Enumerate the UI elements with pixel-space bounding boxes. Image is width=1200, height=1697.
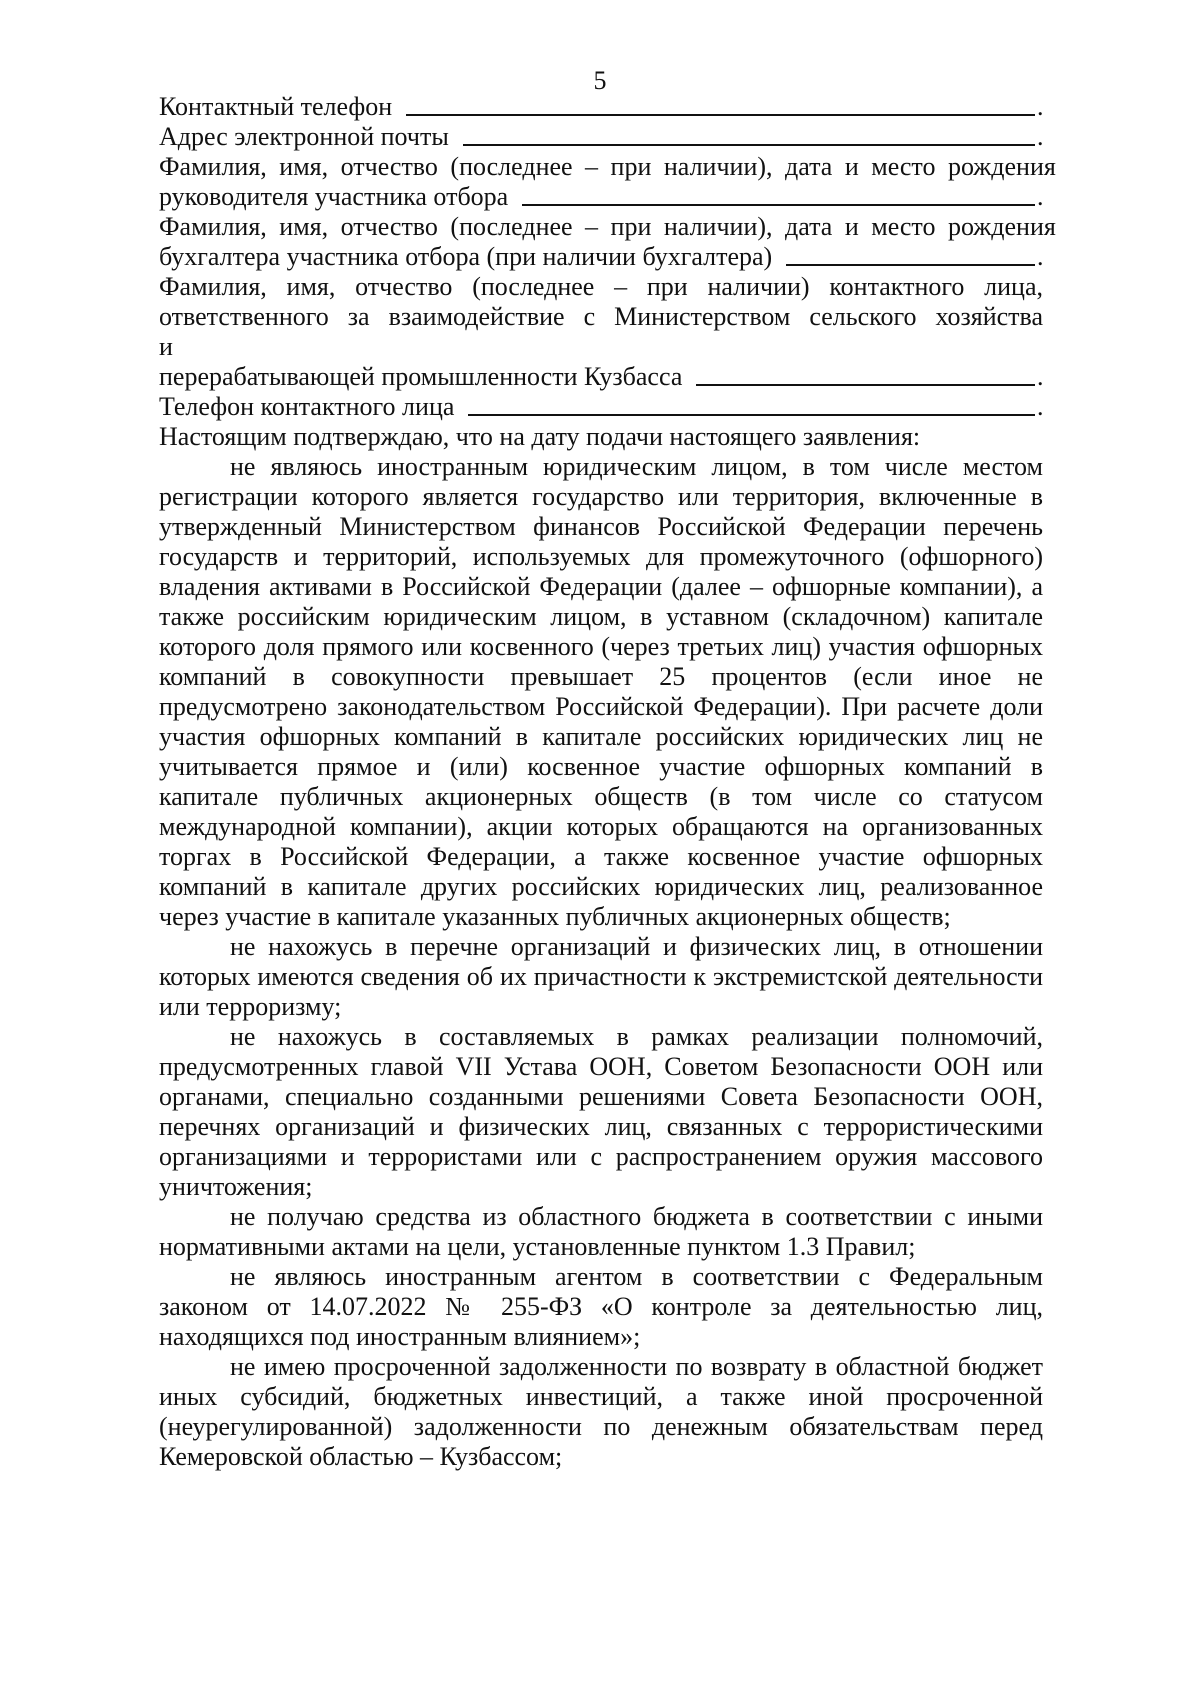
contact-person-label-end: перерабатывающей промышленности Кузбасса (159, 362, 683, 391)
email-row (159, 122, 1043, 152)
contact-phone-blank[interactable] (406, 114, 1035, 116)
confirmation-intro: Настоящим подтверждаю, что на дату подачи настоящего заявления: (159, 422, 921, 451)
form-content (159, 92, 1056, 1472)
accountant-name-row-1 (159, 212, 1056, 242)
confirmation-item-budget-funds: не получаю средства из областного бюджета в соответствии с иными нормативными актами на цели, установленные пунктом 1.3 Правил; (159, 1202, 1043, 1261)
accountant-name-row-2 (159, 242, 1043, 272)
confirmation-item-foreign-agent: не являюсь иностранным агентом в соответствии с Федеральным законом от 14.07.2022 № 255-ФЗ «О контроле за деятельностью лиц, находящихся под иностранным влиянием»; (159, 1262, 1043, 1351)
contact-person-blank[interactable] (696, 384, 1035, 386)
end-mark: . (1037, 92, 1044, 121)
end-mark: . (1037, 362, 1044, 391)
email-blank[interactable] (463, 144, 1035, 146)
accountant-name-label-2: бухгалтера участника отбора (при наличии бухгалтера) (159, 242, 773, 271)
end-mark: . (1037, 122, 1044, 151)
confirmation-item-un-lists: не нахожусь в составляемых в рамках реализации полномочий, предусмотренных главой VII Устава ООН, Советом Безопасности ООН или органами, специально созданными решениями Совета Безопасности ООН, перечнях организаций и физических лиц, связанных с террористическими организациями и террористами или с распространением оружия массового уничтожения; (159, 1022, 1043, 1201)
end-mark: . (1037, 392, 1044, 421)
confirmation-item-debt: не имею просроченной задолженности по возврату в областной бюджет иных субсидий, бюджетных инвестиций, а также иной просроченной (неурегулированной) задолженности по денежным обязательствам перед Кемеровской областью – Кузбассом; (159, 1352, 1043, 1471)
contact-person-phone-row (159, 392, 1043, 422)
head-name-row-2 (159, 182, 1043, 212)
head-name-blank[interactable] (522, 204, 1035, 206)
accountant-name-label-1: Фамилия, имя, отчество (последнее – при наличии), дата и место рождения (159, 212, 1056, 241)
head-name-row-1 (159, 152, 1056, 182)
email-label: Адрес электронной почты (159, 122, 449, 151)
page-number: 5 (593, 66, 607, 95)
contact-person-phone-label: Телефон контактного лица (159, 392, 455, 421)
contact-phone-row (159, 92, 1043, 122)
contact-phone-label: Контактный телефон (159, 92, 393, 121)
end-mark: . (1037, 182, 1044, 211)
contact-person-row (159, 362, 1043, 392)
end-mark: . (1037, 242, 1044, 271)
accountant-name-blank[interactable] (786, 264, 1035, 266)
contact-person-phone-blank[interactable] (468, 414, 1035, 416)
confirmation-item-extremism: не нахожусь в перечне организаций и физических лиц, в отношении которых имеются сведения об их причастности к экстремистской деятельности или терроризму; (159, 932, 1043, 1021)
head-name-label-1: Фамилия, имя, отчество (последнее – при наличии), дата и место рождения (159, 152, 1056, 181)
head-name-label-2: руководителя участника отбора (159, 182, 509, 211)
confirmation-item-offshore: не являюсь иностранным юридическим лицом, в том числе местом регистрации которого является государство или территория, включенные в утвержденный Министерством финансов Российской Федерации перечень государств и территорий, используемых для промежуточного (офшорного) владения активами в Российской Федерации (далее – офшорные компании), а также российским юридическим лицом, в уставном (складочном) капитале которого доля прямого или косвенного (через третьих лиц) участия офшорных компаний в совокупности превышает 25 процентов (если иное не предусмотрено законодательством Российской Федерации). При расчете доли участия офшорных компаний в капитале российских юридических лиц не учитывается прямое и (или) косвенное участие офшорных компаний в капитале публичных акционерных обществ (в том числе со статусом международной компании), акции которых обращаются на организованных торгах в Российской Федерации, а также косвенное участие офшорных компаний в капитале других российских юридических лиц, реализованное через участие в капитале указанных публичных акционерных обществ; (159, 452, 1043, 931)
contact-person-label: Фамилия, имя, отчество (последнее – при наличии) контактного лица, ответственного за взаимодействие с Министерством сельского хозяйства и (159, 272, 1043, 361)
